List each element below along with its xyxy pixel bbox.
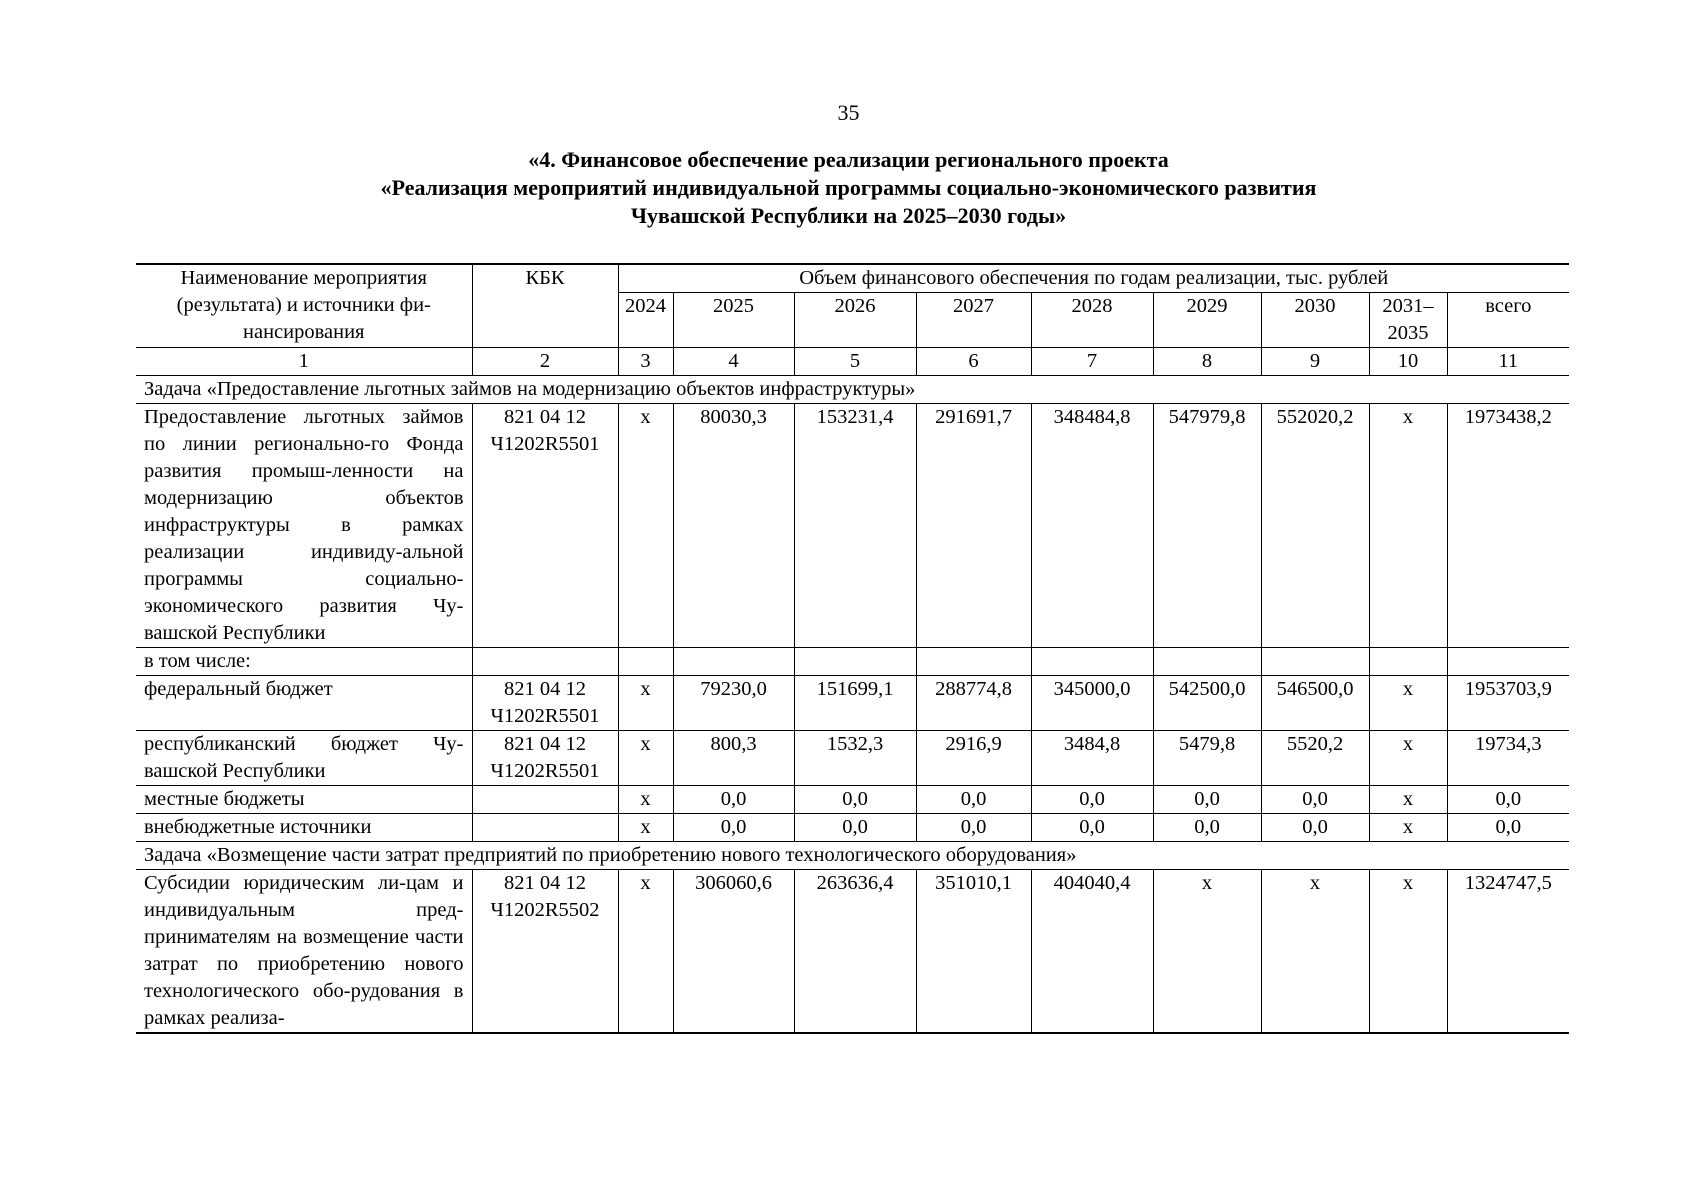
value-cell: х [1369, 731, 1447, 786]
table-row [136, 731, 1569, 786]
value-cell: 0,0 [916, 786, 1031, 814]
value-cell: х [618, 786, 673, 814]
column-number: 4 [673, 348, 794, 376]
value-cell: 546500,0 [1261, 676, 1369, 731]
value-cell: 151699,1 [794, 676, 916, 731]
source-name: местные бюджеты [136, 786, 472, 814]
value-cell: 1973438,2 [1447, 404, 1569, 648]
table-row [136, 870, 1569, 1034]
value-cell: 263636,4 [794, 870, 916, 1034]
including-label: в том числе: [136, 648, 472, 676]
column-number: 10 [1369, 348, 1447, 376]
value-cell: х [618, 676, 673, 731]
value-cell: 306060,6 [673, 870, 794, 1034]
value-cell: 0,0 [673, 786, 794, 814]
header-total: всего [1447, 293, 1569, 348]
value-cell: 0,0 [1447, 814, 1569, 842]
column-number: 3 [618, 348, 673, 376]
column-number: 6 [916, 348, 1031, 376]
source-name: внебюджетные источники [136, 814, 472, 842]
financing-table [136, 263, 1569, 1034]
kbk-code: 821 04 12 Ч1202R5501 [472, 731, 618, 786]
value-cell: х [618, 814, 673, 842]
value-cell: х [618, 404, 673, 648]
value-cell: 5479,8 [1153, 731, 1261, 786]
value-cell: х [1369, 786, 1447, 814]
title-line-2: «Реализация мероприятий индивидуальной программы социально-экономического развития [380, 175, 1317, 200]
value-cell: 0,0 [794, 786, 916, 814]
column-numbers-row [136, 348, 1569, 376]
value-cell: 2916,9 [916, 731, 1031, 786]
value-cell: х [1261, 870, 1369, 1034]
header-row [136, 264, 1569, 293]
header-year: 2030 [1261, 293, 1369, 348]
value-cell: 800,3 [673, 731, 794, 786]
value-cell: 0,0 [1447, 786, 1569, 814]
table-row [136, 648, 1569, 676]
value-cell: 1532,3 [794, 731, 916, 786]
column-number: 5 [794, 348, 916, 376]
value-cell: 0,0 [1261, 786, 1369, 814]
column-number: 8 [1153, 348, 1261, 376]
value-cell: 0,0 [1153, 814, 1261, 842]
value-cell: 348484,8 [1031, 404, 1153, 648]
value-cell: 0,0 [673, 814, 794, 842]
header-year: 2026 [794, 293, 916, 348]
task-title: Задача «Предоставление льготных займов на модернизацию объектов инфраструктуры» [136, 376, 1569, 404]
table-row [136, 404, 1569, 648]
header-year: 2028 [1031, 293, 1153, 348]
title-line-3: Чувашской Республики на 2025–2030 годы» [630, 203, 1067, 228]
task-title: Задача «Возмещение части затрат предприятий по приобретению нового технологического оборудования» [136, 842, 1569, 870]
value-cell: 0,0 [1153, 786, 1261, 814]
table-row [136, 814, 1569, 842]
value-cell: 3484,8 [1031, 731, 1153, 786]
value-cell: 542500,0 [1153, 676, 1261, 731]
header-year: 2027 [916, 293, 1031, 348]
document-title [0, 146, 1697, 230]
source-name: республиканский бюджет Чу-вашской Республики [136, 731, 472, 786]
column-number: 1 [136, 348, 472, 376]
measure-name: Предоставление льготных займов по линии регионально-го Фонда развития промыш-ленности на модернизацию объектов инфраструктуры в рамках реализации индивиду-альной программы социально-экономического развития Чу-вашской Республики [136, 404, 472, 648]
column-number: 2 [472, 348, 618, 376]
value-cell: 80030,3 [673, 404, 794, 648]
value-cell: 291691,7 [916, 404, 1031, 648]
kbk-code: 821 04 12 Ч1202R5501 [472, 404, 618, 648]
kbk-code [472, 814, 618, 842]
header-year: 2025 [673, 293, 794, 348]
kbk-code: 821 04 12 Ч1202R5502 [472, 870, 618, 1034]
header-name: Наименование мероприятия (результата) и источники фи-нансирования [136, 264, 472, 348]
value-cell: 0,0 [1031, 786, 1153, 814]
header-volume: Объем финансового обеспечения по годам реализации, тыс. рублей [618, 264, 1569, 293]
value-cell: х [618, 870, 673, 1034]
value-cell: 0,0 [916, 814, 1031, 842]
task-row [136, 842, 1569, 870]
value-cell: х [1369, 814, 1447, 842]
value-cell: 5520,2 [1261, 731, 1369, 786]
kbk-code [472, 786, 618, 814]
value-cell: 79230,0 [673, 676, 794, 731]
value-cell: 351010,1 [916, 870, 1031, 1034]
value-cell: 19734,3 [1447, 731, 1569, 786]
page-number: 35 [837, 100, 860, 125]
header-year: 2031–2035 [1369, 293, 1447, 348]
title-line-1: «4. Финансовое обеспечение реализации регионального проекта [528, 147, 1169, 172]
value-cell: х [1153, 870, 1261, 1034]
source-name: федеральный бюджет [136, 676, 472, 731]
value-cell: 552020,2 [1261, 404, 1369, 648]
task-row [136, 376, 1569, 404]
table-row [136, 676, 1569, 731]
value-cell: 153231,4 [794, 404, 916, 648]
measure-name: Субсидии юридическим ли-цам и индивидуальным пред-принимателям на возмещение части затрат по приобретению нового технологического обо-рудования в рамках реализа- [136, 870, 472, 1034]
value-cell: 547979,8 [1153, 404, 1261, 648]
column-number: 9 [1261, 348, 1369, 376]
value-cell: 288774,8 [916, 676, 1031, 731]
value-cell: 1953703,9 [1447, 676, 1569, 731]
value-cell: 404040,4 [1031, 870, 1153, 1034]
value-cell: 0,0 [1031, 814, 1153, 842]
value-cell: х [1369, 870, 1447, 1034]
header-year: 2029 [1153, 293, 1261, 348]
value-cell: 0,0 [794, 814, 916, 842]
column-number: 11 [1447, 348, 1569, 376]
kbk-code: 821 04 12 Ч1202R5501 [472, 676, 618, 731]
value-cell: 345000,0 [1031, 676, 1153, 731]
value-cell: х [1369, 676, 1447, 731]
column-number: 7 [1031, 348, 1153, 376]
header-year: 2024 [618, 293, 673, 348]
value-cell: х [1369, 404, 1447, 648]
value-cell: х [618, 731, 673, 786]
value-cell: 0,0 [1261, 814, 1369, 842]
header-kbk: КБК [472, 264, 618, 348]
value-cell: 1324747,5 [1447, 870, 1569, 1034]
table-row [136, 786, 1569, 814]
